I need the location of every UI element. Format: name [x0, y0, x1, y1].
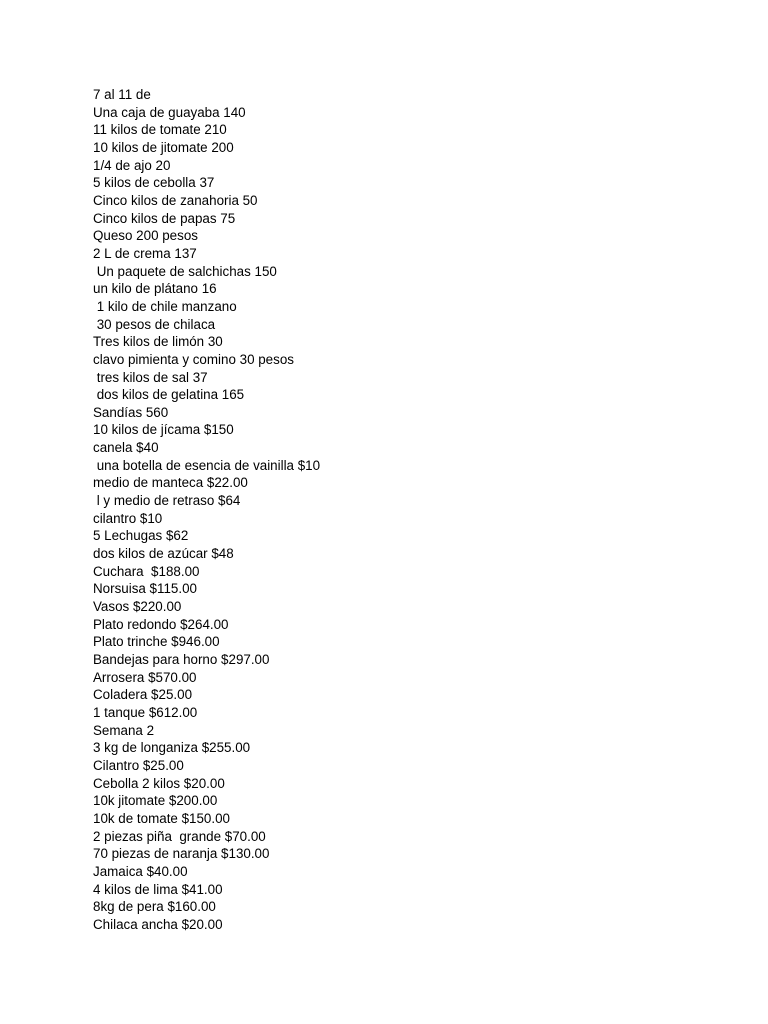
document-line: Arrosera $570.00 [93, 669, 197, 685]
document-text [93, 86, 320, 934]
document-line: Vasos $220.00 [93, 599, 182, 615]
document-line: 10 kilos de jitomate 200 [93, 139, 234, 155]
document-line: 1/4 de ajo 20 [93, 157, 171, 173]
document-line: 70 piezas de naranja $130.00 [93, 846, 270, 862]
document-line: 2 L de crema 137 [93, 245, 197, 261]
document-line: clavo pimienta y comino 30 pesos [93, 351, 294, 367]
document-line: Cebolla 2 kilos $20.00 [93, 775, 225, 791]
document-line: 10k jitomate $200.00 [93, 793, 218, 809]
document-line: 11 kilos de tomate 210 [93, 122, 227, 138]
document-line: 8kg de pera $160.00 [93, 899, 216, 915]
document-line: Cuchara $188.00 [93, 563, 200, 579]
document-line: Una caja de guayaba 140 [93, 104, 246, 120]
document-line: Un paquete de salchichas 150 [93, 263, 277, 279]
document-line: 2 piezas piña grande $70.00 [93, 828, 266, 844]
document-line: 7 al 11 de [93, 87, 151, 102]
document-line: 4 kilos de lima $41.00 [93, 881, 223, 897]
document-line: 5 Lechugas $62 [93, 528, 189, 544]
document-line: cilantro $10 [93, 510, 163, 526]
document-line: 10 kilos de jícama $150 [93, 422, 234, 438]
document-line: Tres kilos de limón 30 [93, 334, 223, 350]
document-line: canela $40 [93, 440, 159, 456]
document-line: Bandejas para horno $297.00 [93, 652, 270, 667]
document-line: 10k de tomate $150.00 [93, 810, 230, 826]
document-line: tres kilos de sal 37 [93, 369, 208, 385]
document-line: Cinco kilos de zanahoria 50 [93, 192, 258, 208]
document-line: medio de manteca $22.00 [93, 475, 248, 491]
document-line: 3 kg de longaniza $255.00 [93, 740, 251, 756]
document-line: 5 kilos de cebolla 37 [93, 175, 215, 191]
document-line: 1 kilo de chile manzano [93, 298, 237, 314]
document-line: dos kilos de azúcar $48 [93, 546, 234, 562]
document-line: Norsuisa $115.00 [93, 581, 197, 597]
document-line: Plato redondo $264.00 [93, 616, 229, 632]
document-line: Coladera $25.00 [93, 687, 193, 703]
document-line: Queso 200 pesos [93, 228, 198, 244]
document-line: Jamaica $40.00 [93, 863, 188, 879]
document-line: l y medio de retraso $64 [93, 493, 241, 509]
document-line: Sandías 560 [93, 404, 169, 420]
document-line: Cilantro $25.00 [93, 757, 184, 773]
document-line: Semana 2 [93, 722, 155, 738]
document-line: dos kilos de gelatina 165 [93, 387, 245, 403]
document-line: 30 pesos de chilaca [93, 316, 216, 332]
document-line: Plato trinche $946.00 [93, 634, 220, 650]
document-line: 1 tanque $612.00 [93, 704, 198, 720]
document-line: una botella de esencia de vainilla $10 [93, 457, 321, 473]
document-line: Chilaca ancha $20.00 [93, 916, 223, 932]
document-line: Cinco kilos de papas 75 [93, 210, 236, 226]
document-line: un kilo de plátano 16 [93, 281, 217, 297]
